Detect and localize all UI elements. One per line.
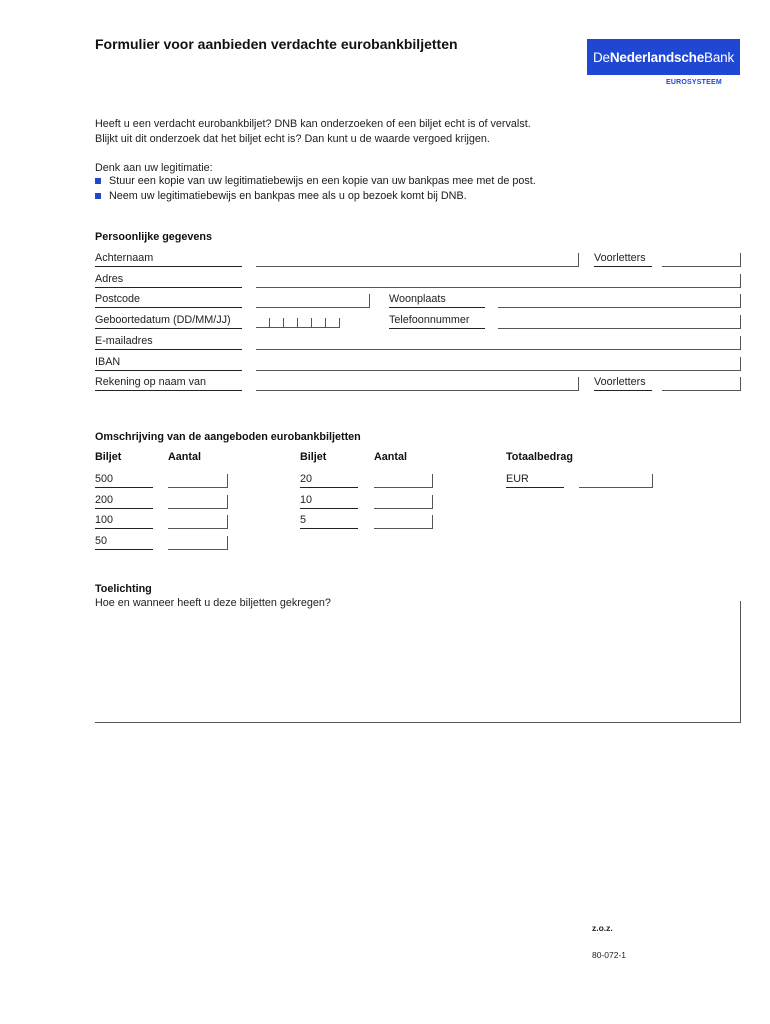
note-50-underline — [95, 549, 153, 550]
note-100-quantity-field[interactable] — [168, 515, 228, 529]
explanation-heading: Toelichting — [95, 583, 152, 595]
zoz-note: z.o.z. — [592, 923, 613, 933]
postcode-label-underline — [95, 307, 242, 308]
banknotes-heading: Omschrijving van de aangeboden eurobankbiljetten — [95, 431, 361, 443]
address-label-underline — [95, 287, 242, 288]
phone-label-underline — [389, 328, 485, 329]
phone-label: Telefoonnummer — [389, 314, 470, 326]
note-20-label: 20 — [300, 473, 313, 485]
postcode-label: Postcode — [95, 293, 141, 305]
iban-label-underline — [95, 370, 242, 371]
city-field[interactable] — [498, 294, 741, 308]
col-header-qty-right: Aantal — [374, 451, 407, 463]
initials-label-underline — [594, 266, 652, 267]
address-label: Adres — [95, 273, 124, 285]
col-header-qty-left: Aantal — [168, 451, 201, 463]
email-field[interactable] — [256, 336, 741, 350]
note-100-label: 100 — [95, 514, 114, 526]
page-title: Formulier voor aanbieden verdachte eurobankbiljetten — [95, 36, 458, 52]
form-code: 80-072-1 — [592, 950, 627, 960]
phone-field[interactable] — [498, 315, 741, 329]
bullet-text-2: Neem uw legitimatiebewijs en bankpas mee als u op bezoek komt bij DNB. — [109, 190, 467, 202]
logo-text-nederlandsche: Nederlandsche — [609, 49, 705, 65]
currency-underline — [506, 487, 564, 488]
surname-field[interactable] — [256, 253, 579, 267]
total-amount-field[interactable] — [579, 474, 653, 488]
birthdate-label: Geboortedatum (DD/MM/JJ) — [95, 314, 231, 326]
intro-line-1: Heeft u een verdacht eurobankbiljet? DNB kan onderzoeken of een biljet echt is of vervalst. — [95, 118, 531, 130]
note-500-underline — [95, 487, 153, 488]
bullet-item-1 — [95, 175, 536, 187]
note-10-label: 10 — [300, 494, 313, 506]
address-field[interactable] — [256, 274, 741, 288]
bullet-item-2 — [95, 190, 467, 202]
birthdate-digit-box[interactable] — [270, 318, 284, 328]
city-label-underline — [389, 307, 485, 308]
birthdate-field[interactable] — [256, 318, 340, 328]
iban-field[interactable] — [256, 357, 741, 371]
note-5-quantity-field[interactable] — [374, 515, 433, 529]
birthdate-label-underline — [95, 328, 242, 329]
initials-field[interactable] — [662, 253, 741, 267]
note-20-quantity-field[interactable] — [374, 474, 433, 488]
note-500-quantity-field[interactable] — [168, 474, 228, 488]
note-10-quantity-field[interactable] — [374, 495, 433, 509]
note-5-label: 5 — [300, 514, 307, 526]
note-500-label: 500 — [95, 473, 114, 485]
initials-2-field[interactable] — [662, 377, 741, 391]
note-200-label: 200 — [95, 494, 114, 506]
note-20-underline — [300, 487, 358, 488]
currency-label: EUR — [506, 473, 529, 485]
logo-text-bank: Bank — [704, 49, 735, 65]
note-100-underline — [95, 528, 153, 529]
postcode-field[interactable] — [256, 294, 370, 308]
note-50-label: 50 — [95, 535, 108, 547]
explanation-question: Hoe en wanneer heeft u deze biljetten gekregen? — [95, 597, 331, 609]
initials-label: Voorletters — [594, 252, 646, 264]
initials-2-label: Voorletters — [594, 376, 646, 388]
col-header-note-right: Biljet — [300, 451, 327, 463]
city-label: Woonplaats — [389, 293, 446, 305]
birthdate-digit-box[interactable] — [298, 318, 312, 328]
bullet-text-1: Stuur een kopie van uw legitimatiebewijs en een kopie van uw bankpas mee met de post. — [109, 175, 536, 187]
account-name-field[interactable] — [256, 377, 579, 391]
birthdate-digit-box[interactable] — [326, 318, 340, 328]
birthdate-digit-box[interactable] — [284, 318, 298, 328]
note-50-quantity-field[interactable] — [168, 536, 228, 550]
initials-2-label-underline — [594, 390, 652, 391]
id-heading: Denk aan uw legitimatie: — [95, 162, 213, 174]
account-name-label-underline — [95, 390, 242, 391]
email-label: E-mailadres — [95, 335, 153, 347]
note-200-quantity-field[interactable] — [168, 495, 228, 509]
surname-label-underline — [95, 266, 242, 267]
dnb-logo — [587, 39, 740, 75]
surname-label: Achternaam — [95, 252, 154, 264]
logo-text-de: De — [592, 49, 610, 65]
note-200-underline — [95, 508, 153, 509]
email-label-underline — [95, 349, 242, 350]
birthdate-digit-box[interactable] — [256, 318, 270, 328]
note-10-underline — [300, 508, 358, 509]
personal-heading: Persoonlijke gegevens — [95, 231, 213, 243]
birthdate-digit-box[interactable] — [312, 318, 326, 328]
account-name-label: Rekening op naam van — [95, 376, 207, 388]
iban-label: IBAN — [95, 356, 121, 368]
bullet-square-icon — [95, 193, 101, 199]
note-5-underline — [300, 528, 358, 529]
col-header-note-left: Biljet — [95, 451, 122, 463]
intro-line-2: Blijkt uit dit onderzoek dat het biljet echt is? Dan kunt u de waarde vergoed krijgen. — [95, 133, 490, 145]
col-header-total: Totaalbedrag — [506, 451, 573, 463]
explanation-textarea[interactable] — [95, 601, 741, 723]
bullet-square-icon — [95, 178, 101, 184]
logo-subtitle: EUROSYSTEEM — [666, 79, 722, 86]
